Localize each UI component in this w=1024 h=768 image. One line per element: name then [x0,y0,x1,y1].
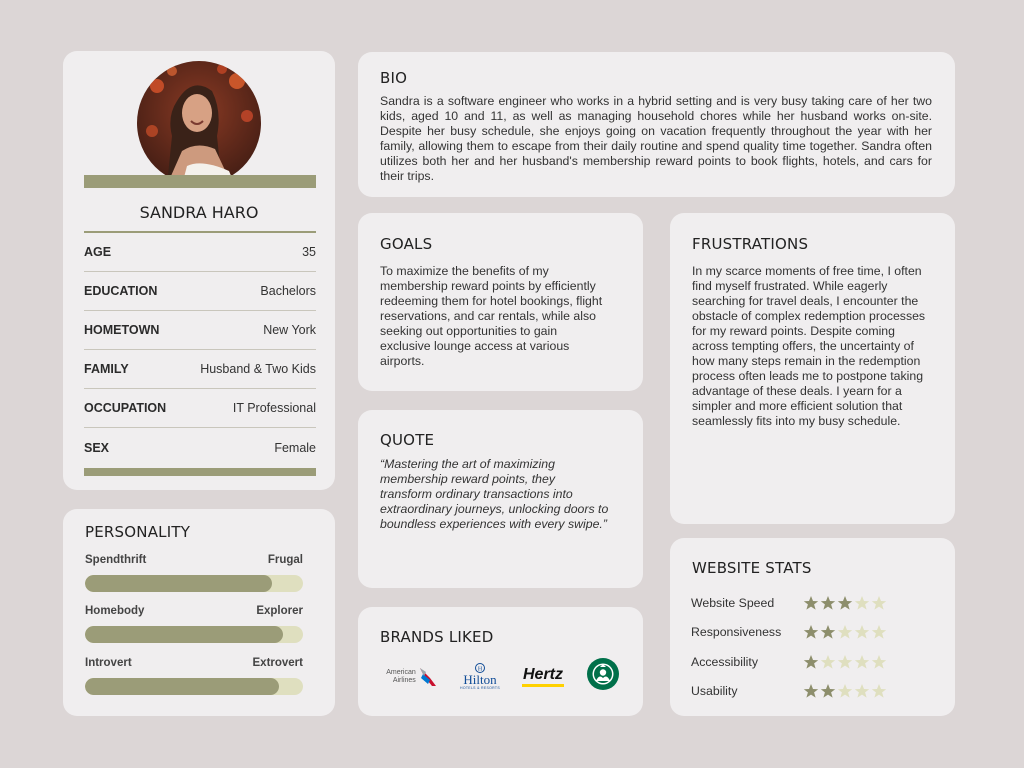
profile-accent-bar-bottom [84,468,316,476]
star-empty-icon [837,624,853,640]
star-filled-icon [803,683,819,699]
detail-value: IT Professional [232,401,316,415]
trait-left-label: Homebody [85,605,145,617]
star-empty-icon [854,595,870,611]
frustrations-text: In my scarce moments of free time, I often find myself frustrated. While eagerly searching for travel deals, I encounter the obstacle of complex redemption processes for my reward points. Despite coming across tempting offers, the uncertainty of how many steps remain in the redemption process often leads me to postpone taking advantage of these deals. I yearn for a simpler and more efficient solution that seamlessly fits into my busy schedule. [692,264,926,428]
quote-text: “Mastering the art of maximizing membership reward points, they transform ordinary transactions into extraordinary journeys, unlocking doors to boundless experiences with every swipe.” [380,457,609,531]
profile-accent-bar-top [84,175,316,188]
star-filled-icon [837,595,853,611]
trait-right-label: Extrovert [252,657,303,669]
hilton-subtitle: HOTELS & RESORTS [460,685,500,690]
detail-row-family [84,350,316,389]
starbucks-logo [586,657,620,691]
detail-label: FAMILY [84,362,129,376]
american-airlines-logo [382,663,442,691]
quote-card [358,410,643,588]
star-empty-icon [871,654,887,670]
personality-card [63,509,335,716]
hertz-underline [522,684,564,687]
trait-spendthrift-frugal [85,554,303,592]
trait-fill [85,678,279,695]
stats-title: WEBSITE STATS [692,559,812,577]
trait-fill [85,626,283,643]
stat-usability [691,681,941,701]
american-airlines-line1: American [386,669,416,676]
frustrations-card [670,213,955,524]
trait-left-label: Spendthrift [85,554,147,566]
american-airlines-line2: Airlines [392,677,416,684]
star-empty-icon [820,654,836,670]
star-empty-icon [854,654,870,670]
detail-row-occupation [84,389,316,428]
stat-website-speed [691,593,941,613]
star-rating [803,624,887,640]
star-empty-icon [871,683,887,699]
goals-text: To maximize the benefits of my membership reward points by efficiently redeeming them for hotel bookings, flight reservations, and car rentals, while also seeking out opportunities to gain exclusive lounge access at various airports. [380,264,603,368]
star-empty-icon [837,683,853,699]
hilton-logo [458,659,502,693]
star-empty-icon [871,595,887,611]
detail-label: AGE [84,245,112,259]
bio-card [358,52,955,197]
star-empty-icon [871,624,887,640]
detail-value: Female [274,440,316,455]
detail-value: New York [263,323,316,337]
detail-label: HOMETOWN [84,323,160,337]
avatar [137,61,261,185]
trait-introvert-extrovert [85,657,303,695]
brands-title: BRANDS LIKED [380,628,494,646]
star-filled-icon [803,595,819,611]
persona-name: SANDRA HARO [139,203,259,222]
detail-label: EDUCATION [84,284,158,298]
american-airlines-icon [418,666,438,688]
trait-track [85,678,303,695]
stat-label: Website Speed [691,596,775,610]
website-stats-card [670,538,955,716]
detail-row-sex [84,428,316,467]
star-empty-icon [854,624,870,640]
detail-value: Husband & Two Kids [200,362,316,376]
detail-value: Bachelors [260,284,316,298]
quote-title: QUOTE [380,431,435,449]
stat-label: Accessibility [691,655,758,669]
star-filled-icon [820,595,836,611]
frustrations-title: FRUSTRATIONS [692,235,809,253]
stat-accessibility [691,652,941,672]
hilton-emblem-icon [471,663,489,673]
goals-title: GOALS [380,235,433,253]
detail-row-age [84,233,316,272]
detail-value: 35 [302,245,316,259]
stat-responsiveness [691,622,941,642]
star-empty-icon [854,683,870,699]
star-filled-icon [820,683,836,699]
star-rating [803,595,887,611]
hertz-wordmark: Hertz [522,666,563,683]
trait-fill [85,575,272,592]
trait-track [85,575,303,592]
stat-label: Usability [691,684,738,698]
hilton-wordmark: Hilton [463,671,497,687]
bio-text: Sandra is a software engineer who works in a hybrid setting and is very busy taking care of her two kids, aged 10 and 11, as well as managing household chores while her husband works on-site. Despite her busy schedule, she enjoys going on vacation frequently throughout the year with her family, allowing them to escape from their daily routine and spend quality time together. Sandra often utilizes both her and her husband's membership reward points to book flights, hotels, and cars for their trips. [380,94,932,183]
star-empty-icon [837,654,853,670]
trait-homebody-explorer [85,605,303,643]
profile-card [63,51,335,490]
star-rating [803,683,887,699]
stat-label: Responsiveness [691,625,782,639]
trait-track [85,626,303,643]
hertz-logo [520,665,566,689]
detail-row-hometown [84,311,316,350]
star-filled-icon [803,654,819,670]
goals-card [358,213,643,391]
trait-left-label: Introvert [85,657,132,669]
personality-title: PERSONALITY [85,523,191,541]
brands-card [358,607,643,716]
bio-title: BIO [380,69,408,87]
detail-label: SEX [84,440,110,455]
trait-right-label: Frugal [267,554,303,566]
detail-row-education [84,272,316,311]
detail-label: OCCUPATION [84,401,167,415]
star-filled-icon [803,624,819,640]
starbucks-siren-icon [586,657,620,691]
svg-text:H: H [477,666,483,672]
trait-right-label: Explorer [256,605,303,617]
star-rating [803,654,887,670]
star-filled-icon [820,624,836,640]
